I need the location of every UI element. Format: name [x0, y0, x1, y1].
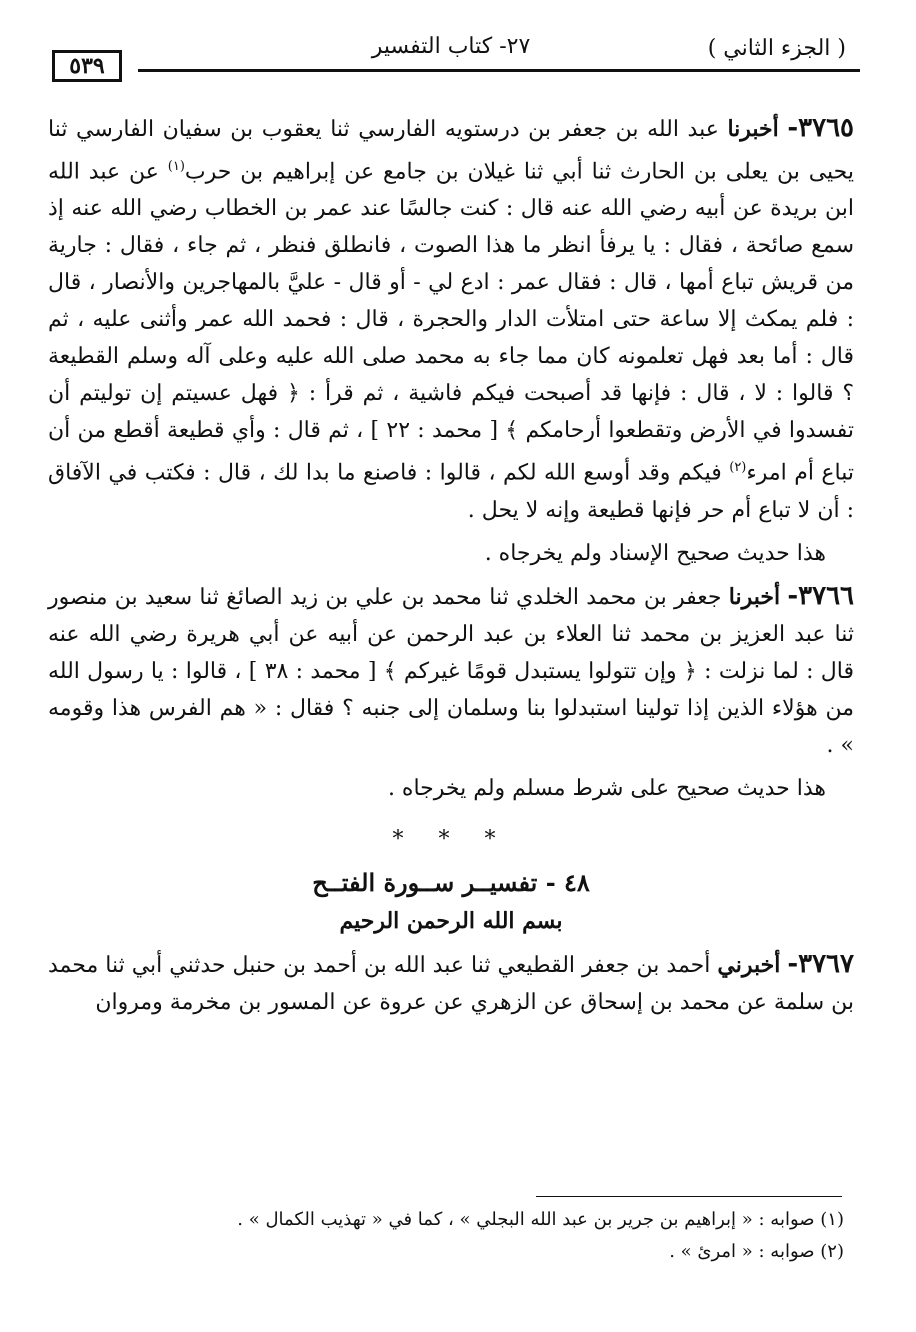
footnote-ref-2: (٢) [729, 460, 747, 476]
page-body [48, 110, 854, 1021]
hadith-opener: أخبرني [717, 951, 781, 978]
hadith-3767 [48, 946, 854, 1021]
hadith-verdict: هذا حديث صحيح الإسناد ولم يخرجاه . [484, 540, 826, 566]
running-header [42, 28, 860, 72]
hadith-number: ٣٧٦٦- [787, 580, 855, 611]
hadith-number: ٣٧٦٧- [787, 948, 854, 979]
book-title: ٢٧- كتاب التفسير [371, 34, 531, 59]
volume-part: ( الجزء الثاني ) [707, 36, 846, 61]
hadith-opener: أخبرنا [727, 116, 779, 142]
basmala: بسم الله الرحمن الرحيم [339, 907, 563, 934]
header-rule [138, 69, 860, 72]
section-separator: * * * [392, 826, 510, 852]
page-number: ٥٣٩ [52, 50, 122, 82]
footnote-1: (١) صوابه : « إبراهيم بن جرير بن عبد الله البجلي » ، كما في « تهذيب الكمال » . [237, 1209, 844, 1230]
footnote-2: (٢) صوابه : « امرئ » . [669, 1241, 844, 1262]
footnotes [84, 1204, 844, 1268]
footnote-rule [536, 1196, 842, 1197]
hadith-3765 [48, 110, 854, 529]
hadith-text: عن عبد الله ابن بريدة عن أبيه رضي الله عنه قال : كنت جالسًا عند عمر بن الخطاب رضي الله عنه إذ سمع صائحة ، فقال : يا يرفأ انظر ما هذا الصوت ، فانطلق فنظر ، ثم جاء ، فقال : جارية من قريش تباع أمها ، قال : فقال عمر : ادع لي - أو قال - عليَّ بالمهاجرين والأنصار ، قال : فلم يمكث إلا ساعة حتى امتلأت الدار والحجرة ، قال : فحمد الله عمر وأثنى عليه ، ثم قال : أما بعد فهل تعلمونه كان مما جاء به محمد صلى الله عليه وعلى آله وسلم القطيعة ؟ قالوا : لا ، قال : فإنها قد أصبحت فيكم فاشية ، ثم قرأ : ﴿ فهل عسيتم إن توليتم أن تفسدوا في الأرض وتقطعوا أرحامكم ﴾ [ محمد : ٢٢ ] ، ثم قال : وأي قطيعة أقطع من أن تباع أم امرء [48, 159, 855, 486]
hadith-opener: أخبرنا [728, 583, 781, 610]
hadith-text: فيكم وقد أوسع الله لكم ، قالوا : فاصنع ما بدا لك ، قال : فكتب في الآفاق : أن لا تباع أم حر فإنها قطيعة وإنه لا يحل . [48, 460, 854, 523]
hadith-3766 [48, 578, 854, 764]
hadith-number: ٣٧٦٥- [787, 113, 855, 143]
hadith-text: أحمد بن جعفر القطيعي ثنا عبد الله بن أحمد بن حنبل حدثني أبي ثنا محمد بن سلمة عن محمد بن إسحاق عن الزهري عن عروة عن المسور بن مخرمة ومروان [48, 952, 854, 1015]
surah-heading: ٤٨ - تفسيــر ســورة الفتــح [312, 867, 590, 897]
hadith-verdict: هذا حديث صحيح على شرط مسلم ولم يخرجاه . [387, 775, 826, 801]
hadith-text: جعفر بن محمد الخلدي ثنا محمد بن علي بن زيد الصائغ ثنا سعيد بن منصور ثنا عبد العزيز بن محمد ثنا العلاء بن عبد الرحمن عن أبيه عن أبي هريرة رضي الله عنه قال : لما نزلت : ﴿ وإن تتولوا يستبدل قومًا غيركم ﴾ [ محمد : ٣٨ ] ، قالوا : يا رسول الله من هؤلاء الذين إذا تولينا استبدلوا بنا وسلمان إلى جنبه ؟ فقال : « هم الفرس هذا وقومه » . [48, 584, 855, 758]
footnote-ref-1: (١) [167, 159, 185, 174]
hadith-text: عبد الله بن جعفر بن درستويه الفارسي ثنا يعقوب بن سفيان الفارسي ثنا يحيى بن يعلى بن الحارث ثنا أبي ثنا غيلان بن جامع عن إبراهيم بن حرب [48, 117, 855, 185]
